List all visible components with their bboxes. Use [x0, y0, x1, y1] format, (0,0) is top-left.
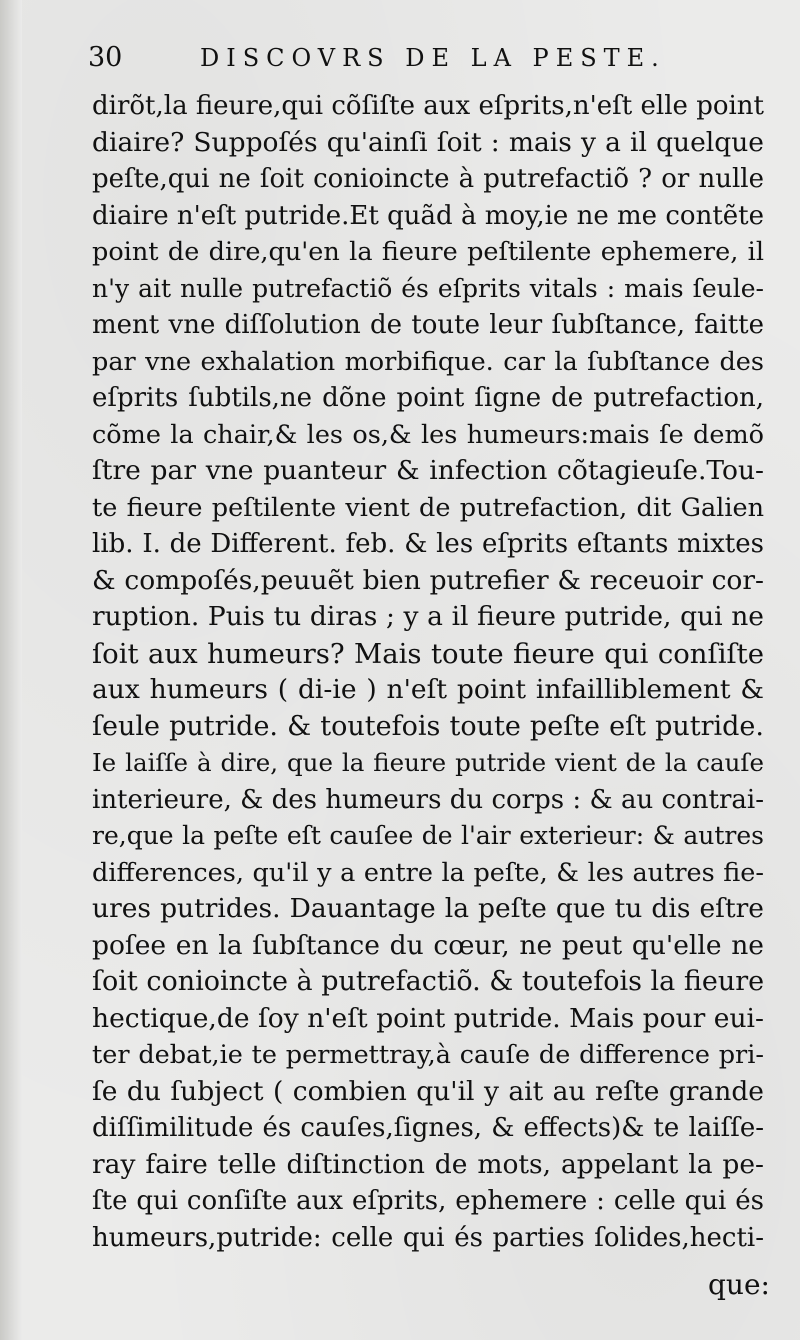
text-line: re,que la peſte eſt cauſee de l'air exterieur: & autres — [92, 821, 764, 850]
text-line: n'y ait nulle putrefactiõ és eſprits vitals : mais ſeule- — [92, 273, 764, 303]
text-line: ſtre par vne puanteur & infection cõtagieuſe.Tou- — [92, 455, 764, 486]
text-line: interieure, & des humeurs du corps : & au contrai- — [92, 784, 764, 815]
text-line: poſee en la ſubſtance du cœur, ne peut qu'elle ne — [92, 929, 764, 961]
text-line: ruption. Puis tu diras ; y a il fieure putride, qui ne — [92, 601, 764, 632]
body-text — [92, 88, 772, 1256]
page-gutter-shadow — [0, 0, 22, 1340]
text-line: par vne exhalation morbifique. car la ſubſtance des — [92, 346, 764, 377]
page-header — [88, 42, 688, 82]
text-line: ſoit aux humeurs? Mais toute fieure qui conſiſte — [92, 637, 764, 670]
catchword: que: — [708, 1268, 770, 1301]
text-line: dirõt,la fieure,qui cõſiſte aux eſprits,n'eſt elle point — [92, 91, 764, 121]
text-line: diaire? Suppoſés qu'ainſi ſoit : mais y a il quelque — [92, 126, 764, 158]
text-line: aux humeurs ( di-ie ) n'eſt point infailliblement & — [92, 674, 764, 705]
text-line: cõme la chair,& les os,& les humeurs:mais ſe demõ — [92, 419, 764, 450]
text-line: Ie laiſſe à dire, que la fieure putride vient de la cauſe — [92, 748, 764, 777]
text-line: ment vne diſſolution de toute leur ſubſtance, faitte — [92, 310, 764, 340]
text-line: peſte,qui ne ſoit conioincte à putrefactiõ ? or nulle — [92, 164, 764, 194]
text-line: ures putrides. Dauantage la peſte que tu dis eſtre — [92, 893, 764, 924]
text-line: hectique,de ſoy n'eſt point putride. Mais pour eui- — [92, 1002, 764, 1034]
text-line: differences, qu'il y a entre la peſte, & les autres fie- — [92, 857, 764, 888]
running-title: DISCOVRS DE LA PESTE. — [200, 44, 666, 72]
text-line: diſſimilitude és cauſes,ſignes, & effects)& te laiſſe- — [92, 1113, 764, 1143]
text-line: point de dire,qu'en la fieure peſtilente ephemere, il — [92, 237, 764, 267]
text-line: diaire n'eſt putride.Et quãd à moy,ie ne me contẽte — [92, 200, 764, 231]
text-line: te fieure peſtilente vient de putrefaction, dit Galien — [92, 492, 764, 523]
text-line: humeurs,putride: celle qui és parties ſolides,hecti- — [92, 1222, 764, 1253]
text-line: eſprits ſubtils,ne dõne point ſigne de putrefaction, — [92, 383, 764, 413]
text-line: ſte qui conſiſte aux eſprits, ephemere : celle qui és — [92, 1186, 764, 1216]
text-line: ſoit conioincte à putrefactiõ. & toutefois la fieure — [92, 966, 765, 997]
text-line: ſe du ſubject ( combien qu'il y ait au reſte grande — [92, 1075, 764, 1107]
text-line: lib. I. de Different. feb. & les eſprits eſtants mixtes — [92, 529, 764, 559]
text-line: ſeule putride. & toutefois toute peſte eſt putride. — [92, 710, 764, 742]
text-line: ter debat,ie te permettray,à cauſe de difference pri- — [92, 1040, 764, 1070]
page-number: 30 — [88, 42, 123, 73]
text-line: ray faire telle diſtinction de mots, appelant la pe- — [92, 1148, 764, 1180]
text-line: & compoſés,peuuẽt bien putrefier & receuoir cor- — [92, 564, 764, 596]
